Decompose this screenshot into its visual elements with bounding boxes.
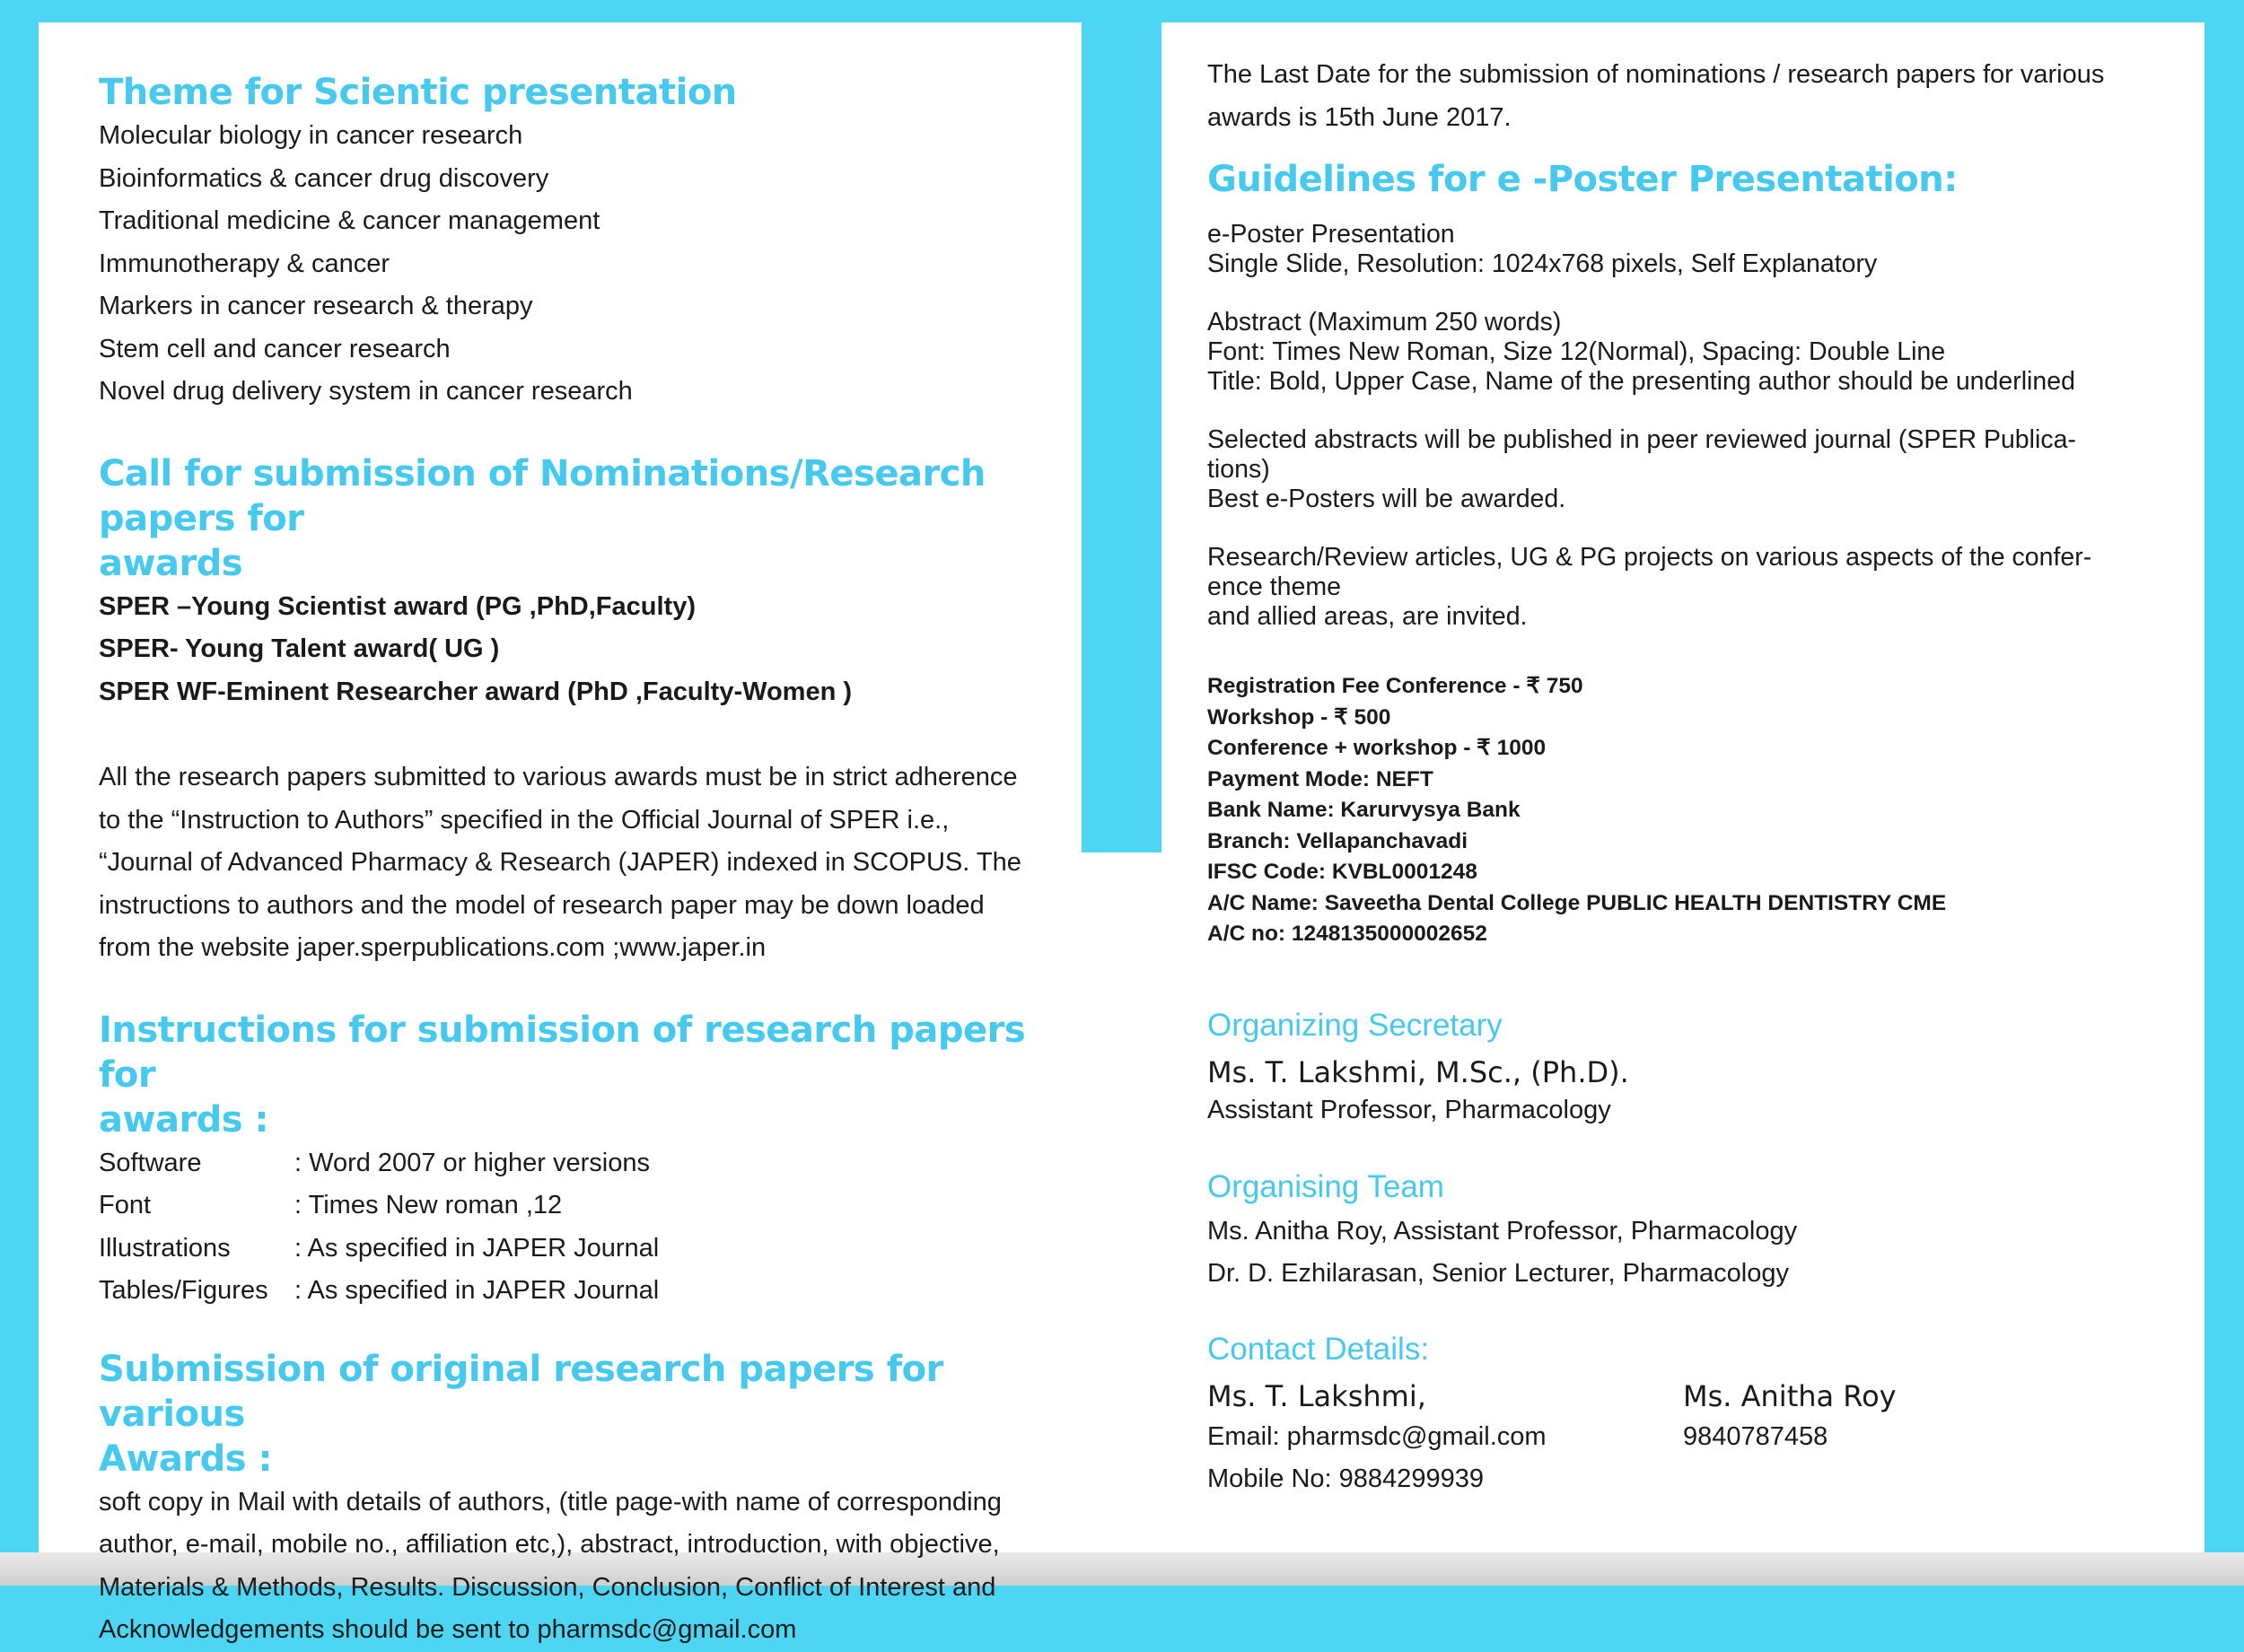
- guideline-line: and allied areas, are invited.: [1207, 602, 1528, 631]
- fee-details: [1207, 671, 2159, 950]
- list-item: Molecular biology in cancer research: [99, 121, 523, 150]
- contact-info: [1207, 1416, 1683, 1501]
- body-line: The Last Date for the submission of nominations / research papers for various: [1207, 60, 2105, 89]
- guideline-line: Best e-Posters will be awarded.: [1207, 485, 1566, 513]
- guideline-block: [1207, 425, 2159, 514]
- instruction-key: Font: [99, 1191, 152, 1219]
- instruction-key: Tables/Figures: [99, 1276, 268, 1305]
- instruction-value: : As specified in JAPER Journal: [294, 1233, 660, 1263]
- center-gap: [1082, 852, 1161, 1552]
- body-line: awards is 15th June 2017.: [1207, 102, 1512, 132]
- secretary-name: Ms. T. Lakshmi, M.Sc., (Ph.D).: [1207, 1054, 1629, 1089]
- instruction-value: : Times New roman ,12: [294, 1191, 563, 1219]
- instruction-value: : As specified in JAPER Journal: [294, 1276, 660, 1305]
- organizing-secretary-heading: Organizing Secretary: [1207, 1007, 1503, 1043]
- contact-name: Ms. Anitha Roy: [1683, 1378, 1897, 1413]
- body-line: from the website japer.sperpublications.com ;www.japer.in: [99, 933, 767, 962]
- guideline-line: Selected abstracts will be published in peer reviewed journal (SPER Publica-: [1207, 425, 2076, 454]
- fee-line: Bank Name: Karurvysya Bank: [1207, 798, 1521, 822]
- contact-phone: 9840787458: [1683, 1421, 1828, 1451]
- team-list: [1207, 1211, 2159, 1296]
- call-heading-line1: Call for submission of Nominations/Research papers for: [99, 452, 986, 539]
- instruction-row: [99, 1184, 1068, 1228]
- submission-body: [99, 1482, 1068, 1652]
- contact-person-2: [1683, 1377, 2159, 1501]
- fee-line: Registration Fee Conference - ₹ 750: [1207, 674, 1583, 698]
- instructions-heading-line2: awards :: [99, 1098, 269, 1141]
- guideline-line: Title: Bold, Upper Case, Name of the presenting author should be underlined: [1207, 367, 2075, 396]
- fee-line: IFSC Code: KVBL0001248: [1207, 860, 1477, 884]
- contact-name: Ms. T. Lakshmi,: [1207, 1378, 1426, 1413]
- instruction-key: Illustrations: [99, 1233, 231, 1263]
- body-line: instructions to authors and the model of research paper may be down loaded: [99, 890, 985, 920]
- body-line: All the research papers submitted to various awards must be in strict adherence: [99, 763, 1018, 791]
- awards-list: [99, 586, 1068, 714]
- award-item: SPER WF-Eminent Researcher award (PhD ,Faculty-Women ): [99, 677, 853, 706]
- organising-team: [1207, 1167, 2159, 1296]
- guideline-block: [1207, 543, 2159, 632]
- list-item: Markers in cancer research & therapy: [99, 292, 533, 320]
- contact-info: [1683, 1416, 2159, 1459]
- submission-heading-line1: Submission of original research papers for various: [99, 1348, 943, 1435]
- right-column: [1207, 54, 2159, 1501]
- guideline-line: Font: Times New Roman, Size 12(Normal), Spacing: Double Line: [1207, 337, 1946, 366]
- team-member: Ms. Anitha Roy, Assistant Professor, Pharmacology: [1207, 1216, 1798, 1246]
- guideline-line: Abstract (Maximum 250 words): [1207, 308, 1562, 337]
- body-line: soft copy in Mail with details of authors, (title page-with name of corresponding: [99, 1487, 1002, 1517]
- body-line: author, e-mail, mobile no., affiliation etc,), abstract, introduction, with objective,: [99, 1530, 1000, 1559]
- team-member: Dr. D. Ezhilarasan, Senior Lecturer, Pharmacology: [1207, 1259, 1789, 1288]
- theme-heading: Theme for Scientic presentation: [99, 72, 737, 113]
- body-line: to the “Instruction to Authors” specified in the Official Journal of SPER i.e.,: [99, 805, 950, 835]
- list-item: Immunotherapy & cancer: [99, 249, 390, 278]
- guideline-block: [1207, 308, 2159, 397]
- fee-line: Workshop - ₹ 500: [1207, 704, 1391, 730]
- guidelines-heading: Guidelines for e -Poster Presentation:: [1207, 159, 1958, 200]
- list-item: Stem cell and cancer research: [99, 334, 451, 363]
- guideline-line: e-Poster Presentation: [1207, 220, 1455, 249]
- organising-team-heading: Organising Team: [1207, 1168, 1444, 1204]
- submission-heading-line2: Awards :: [99, 1438, 272, 1480]
- contact-mobile: Mobile No: 9884299939: [1207, 1464, 1484, 1493]
- instruction-row: [99, 1228, 1068, 1271]
- fee-line: Conference + workshop - ₹ 1000: [1207, 736, 1547, 760]
- contact-email: Email: pharmsdc@gmail.com: [1207, 1421, 1547, 1451]
- body-line: Materials & Methods, Results. Discussion, Conclusion, Conflict of Interest and: [99, 1572, 996, 1602]
- contacts-row: [1207, 1377, 2159, 1501]
- theme-list: [99, 115, 1068, 414]
- last-date: [1207, 54, 2159, 139]
- organizing-secretary: [1207, 1006, 2159, 1128]
- submission-section: [99, 1347, 1068, 1652]
- body-line: Acknowledgements should be sent to pharmsdc@gmail.com: [99, 1615, 797, 1644]
- award-item: SPER- Young Talent award( UG ): [99, 634, 500, 663]
- left-column: [99, 70, 1068, 1652]
- instruction-row: [99, 1270, 1068, 1313]
- guideline-line: tions): [1207, 455, 1270, 484]
- contact-details: [1207, 1330, 2159, 1501]
- fee-line: Branch: Vellapanchavadi: [1207, 828, 1468, 853]
- list-item: Bioinformatics & cancer drug discovery: [99, 163, 549, 193]
- instruction-key: Software: [99, 1148, 202, 1177]
- contact-heading: Contact Details:: [1207, 1331, 1430, 1367]
- instructions-section: [99, 1008, 1068, 1313]
- fee-line: Payment Mode: NEFT: [1207, 766, 1433, 791]
- guideline-line: Research/Review articles, UG & PG projects on various aspects of the confer-: [1207, 543, 2092, 572]
- fee-line: A/C Name: Saveetha Dental College PUBLIC HEALTH DENTISTRY CME: [1207, 890, 1947, 915]
- list-item: Novel drug delivery system in cancer research: [99, 377, 633, 406]
- contact-person-1: [1207, 1377, 1683, 1501]
- fee-line: A/C no: 1248135000002652: [1207, 922, 1487, 946]
- instruction-row: [99, 1142, 1068, 1185]
- instruction-value: : Word 2007 or higher versions: [294, 1148, 651, 1177]
- secretary-role: Assistant Professor, Pharmacology: [1207, 1095, 1611, 1124]
- list-item: Traditional medicine & cancer management: [99, 206, 600, 235]
- guideline-block: [1207, 220, 2159, 279]
- instructions-heading-line1: Instructions for submission of research papers for: [99, 1009, 1026, 1096]
- call-section: [99, 451, 1068, 970]
- call-heading-line2: awards: [99, 542, 243, 584]
- guideline-line: Single Slide, Resolution: 1024x768 pixels, Self Explanatory: [1207, 249, 1878, 278]
- award-item: SPER –Young Scientist award (PG ,PhD,Faculty): [99, 591, 696, 621]
- body-line: “Journal of Advanced Pharmacy & Research (JAPER) indexed in SCOPUS. The: [99, 848, 1021, 877]
- guideline-line: ence theme: [1207, 573, 1341, 601]
- call-body: [99, 756, 1068, 970]
